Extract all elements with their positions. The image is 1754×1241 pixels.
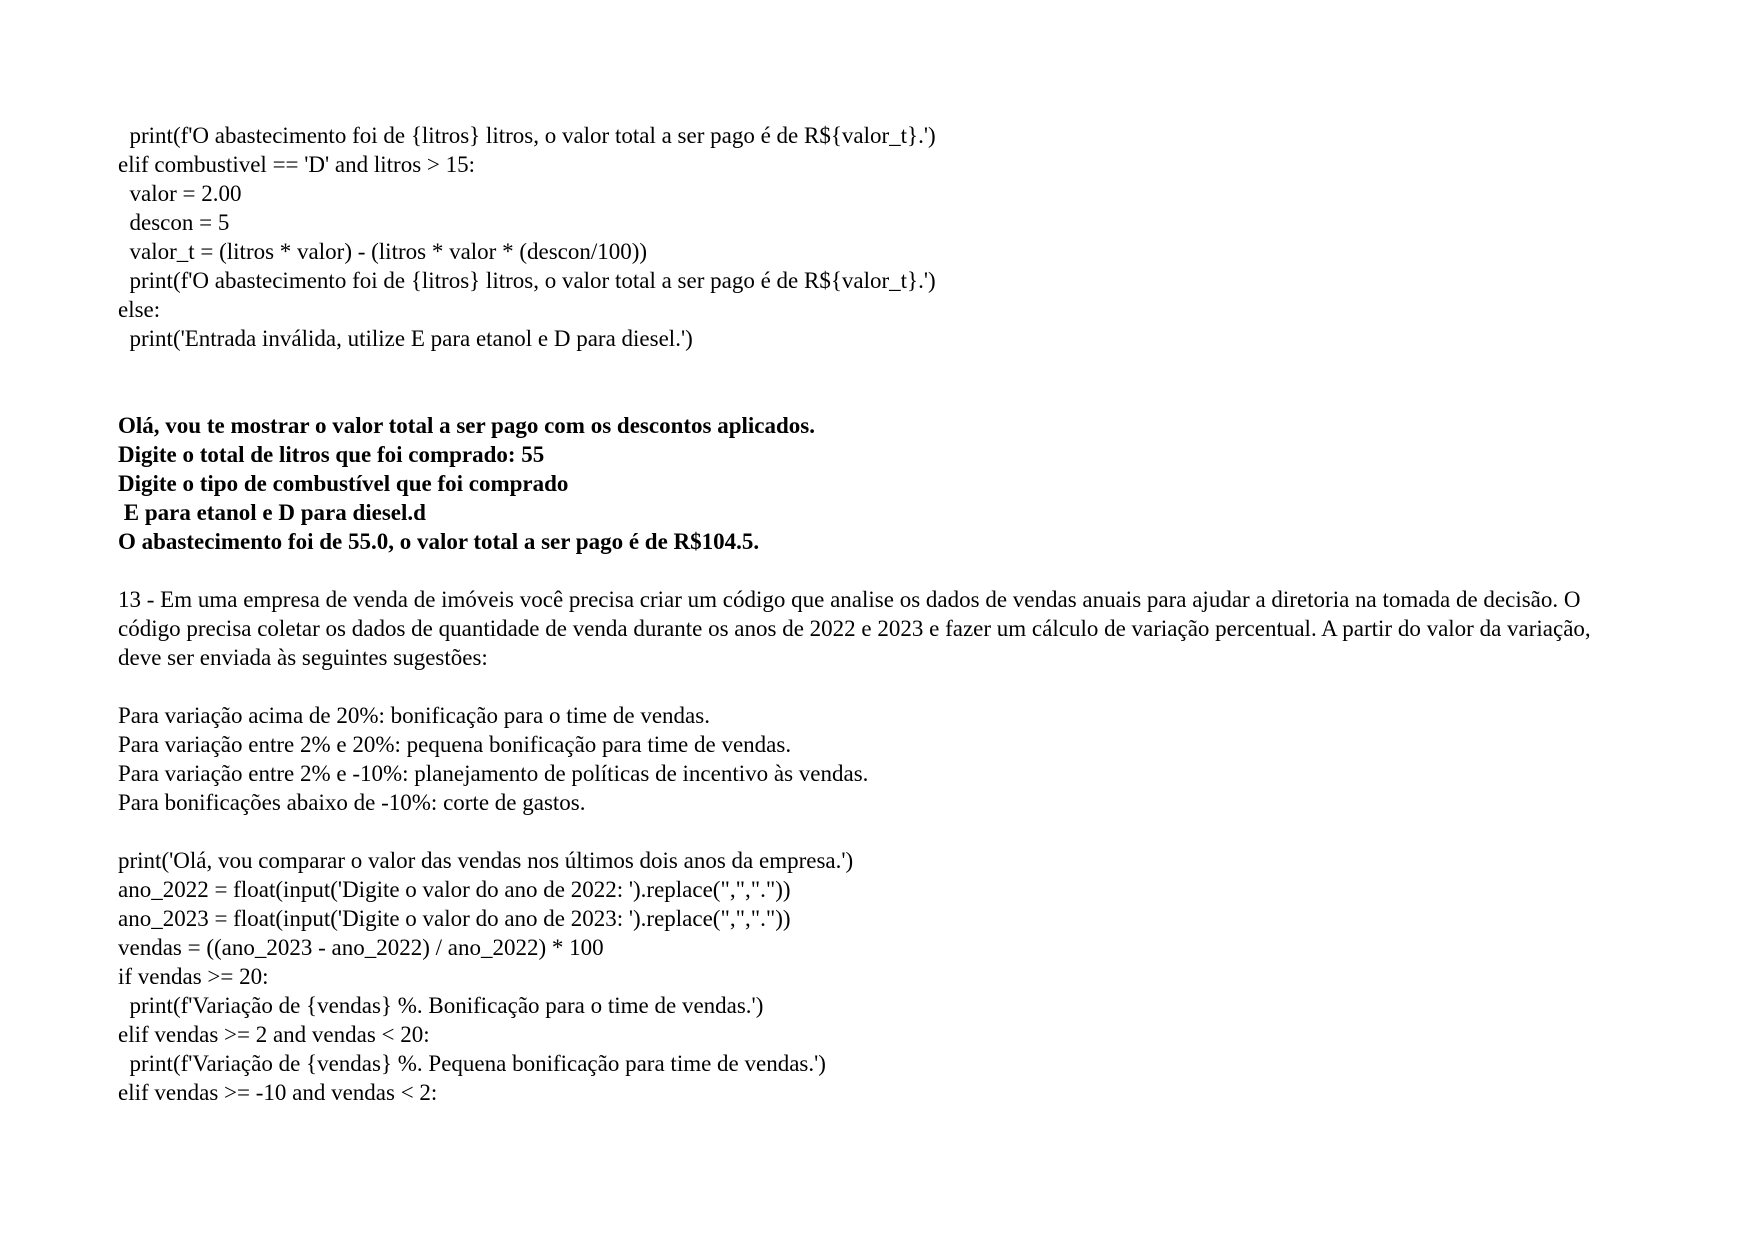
code-block-fuel — [118, 121, 1638, 353]
code-block-sales — [118, 846, 1638, 1107]
spacer — [118, 556, 1638, 585]
output-line: Digite o total de litros que foi comprado: 55 — [118, 442, 545, 467]
output-line: E para etanol e D para diesel.d — [118, 500, 426, 525]
code-line: elif vendas >= -10 and vendas < 2: — [118, 1080, 438, 1105]
suggestion-item: Para variação acima de 20%: bonificação para o time de vendas. — [118, 703, 710, 728]
suggestion-item: Para bonificações abaixo de -10%: corte de gastos. — [118, 790, 586, 815]
code-line: print('Olá, vou comparar o valor das vendas nos últimos dois anos da empresa.') — [118, 848, 854, 873]
output-line: Digite o tipo de combustível que foi comprado — [118, 471, 569, 496]
code-line: elif combustivel == 'D' and litros > 15: — [118, 152, 476, 177]
code-line: print(f'Variação de {vendas} %. Pequena bonificação para time de vendas.') — [118, 1051, 826, 1076]
code-line: print(f'Variação de {vendas} %. Bonificação para o time de vendas.') — [118, 993, 764, 1018]
code-line: descon = 5 — [118, 210, 230, 235]
question-13-paragraph: 13 - Em uma empresa de venda de imóveis você precisa criar um código que analise os dados de vendas anuais para ajudar a diretoria na tomada de decisão. O código precisa coletar os dados de quantidade de venda durante os anos de 2022 e 2023 e fazer um cálculo de variação percentual. A partir do valor da variação, deve ser enviada às seguintes sugestões: — [118, 587, 1591, 670]
spacer — [118, 672, 1638, 701]
code-line: ano_2023 = float(input('Digite o valor do ano de 2023: ').replace(",",".")) — [118, 906, 791, 931]
suggestion-item: Para variação entre 2% e -10%: planejamento de políticas de incentivo às vendas. — [118, 761, 869, 786]
suggestions-list — [118, 701, 1638, 817]
spacer — [118, 817, 1638, 846]
spacer — [118, 353, 1638, 411]
output-line: O abastecimento foi de 55.0, o valor total a ser pago é de R$104.5. — [118, 529, 760, 554]
code-line: ano_2022 = float(input('Digite o valor do ano de 2022: ').replace(",",".")) — [118, 877, 791, 902]
code-line: if vendas >= 20: — [118, 964, 269, 989]
program-output-block — [118, 411, 1638, 556]
document-body — [118, 121, 1638, 1107]
code-line: print(f'O abastecimento foi de {litros} litros, o valor total a ser pago é de R${valor_t}.') — [118, 268, 936, 293]
code-line: vendas = ((ano_2023 - ano_2022) / ano_2022) * 100 — [118, 935, 604, 960]
code-line: valor_t = (litros * valor) - (litros * valor * (descon/100)) — [118, 239, 648, 264]
code-line: print(f'O abastecimento foi de {litros} litros, o valor total a ser pago é de R${valor_t}.') — [118, 123, 936, 148]
suggestion-item: Para variação entre 2% e 20%: pequena bonificação para time de vendas. — [118, 732, 792, 757]
code-line: elif vendas >= 2 and vendas < 20: — [118, 1022, 430, 1047]
code-line: else: — [118, 297, 161, 322]
code-line: valor = 2.00 — [118, 181, 242, 206]
code-line: print('Entrada inválida, utilize E para etanol e D para diesel.') — [118, 326, 693, 351]
output-line: Olá, vou te mostrar o valor total a ser pago com os descontos aplicados. — [118, 413, 815, 438]
